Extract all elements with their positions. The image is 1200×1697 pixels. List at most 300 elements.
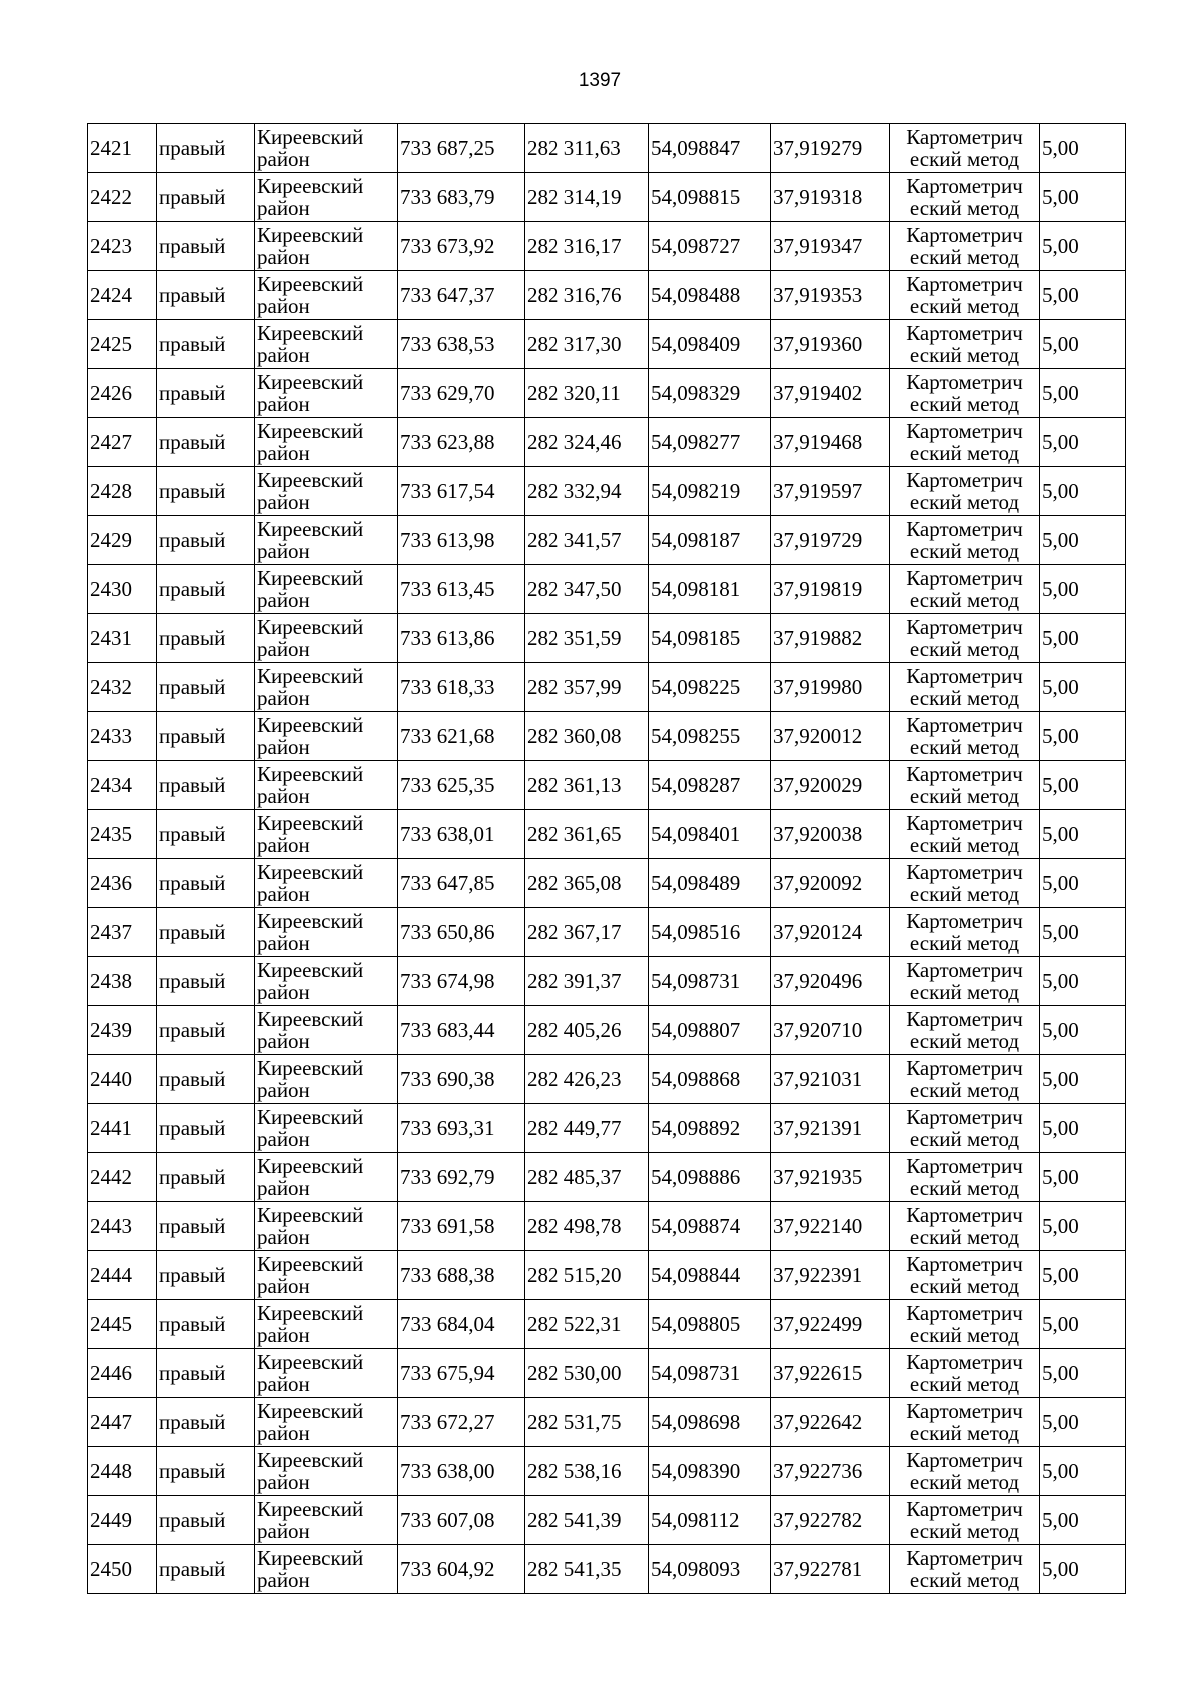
point-number-cell: 2442 — [88, 1153, 157, 1202]
point-number-cell: 2435 — [88, 810, 157, 859]
x-coordinate-cell: 733 621,68 — [398, 712, 525, 761]
district-line-2: район — [257, 784, 310, 808]
point-number-cell: 2431 — [88, 614, 157, 663]
x-coordinate-cell: 733 647,37 — [398, 271, 525, 320]
method-line-2: еский метод — [909, 147, 1020, 171]
latitude-cell: 54,098807 — [649, 1006, 771, 1055]
point-number-cell: 2422 — [88, 173, 157, 222]
bank-side-cell: правый — [157, 761, 255, 810]
bank-side-cell: правый — [157, 1300, 255, 1349]
y-coordinate-cell: 282 347,50 — [525, 565, 649, 614]
method-cell — [890, 565, 1040, 614]
method-cell — [890, 516, 1040, 565]
point-number-cell: 2423 — [88, 222, 157, 271]
district-line-2: район — [257, 588, 310, 612]
table-row — [88, 1104, 1126, 1153]
longitude-cell: 37,919347 — [771, 222, 890, 271]
method-line-1: Картометрич — [906, 1301, 1023, 1325]
longitude-cell: 37,919402 — [771, 369, 890, 418]
x-coordinate-cell: 733 684,04 — [398, 1300, 525, 1349]
method-line-1: Картометрич — [906, 909, 1023, 933]
bank-side-cell: правый — [157, 614, 255, 663]
method-line-1: Картометрич — [906, 321, 1023, 345]
latitude-cell: 54,098112 — [649, 1496, 771, 1545]
method-cell — [890, 1202, 1040, 1251]
method-line-2: еский метод — [909, 637, 1020, 661]
accuracy-cell: 5,00 — [1040, 663, 1126, 712]
bank-side-cell: правый — [157, 271, 255, 320]
bank-side-cell: правый — [157, 1006, 255, 1055]
accuracy-cell: 5,00 — [1040, 467, 1126, 516]
y-coordinate-cell: 282 365,08 — [525, 859, 649, 908]
latitude-cell: 54,098219 — [649, 467, 771, 516]
district-line-1: Киреевский — [257, 1399, 364, 1423]
bank-side-cell: правый — [157, 663, 255, 712]
district-line-2: район — [257, 686, 310, 710]
y-coordinate-cell: 282 515,20 — [525, 1251, 649, 1300]
x-coordinate-cell: 733 625,35 — [398, 761, 525, 810]
method-cell — [890, 1447, 1040, 1496]
method-cell — [890, 124, 1040, 173]
longitude-cell: 37,919980 — [771, 663, 890, 712]
district-cell — [255, 418, 398, 467]
district-line-2: район — [257, 1225, 310, 1249]
district-line-1: Киреевский — [257, 174, 364, 198]
latitude-cell: 54,098093 — [649, 1545, 771, 1594]
latitude-cell: 54,098185 — [649, 614, 771, 663]
district-line-2: район — [257, 1078, 310, 1102]
district-line-2: район — [257, 1568, 310, 1592]
district-line-1: Киреевский — [257, 1546, 364, 1570]
x-coordinate-cell: 733 617,54 — [398, 467, 525, 516]
district-cell — [255, 810, 398, 859]
district-line-1: Киреевский — [257, 566, 364, 590]
method-line-2: еский метод — [909, 1225, 1020, 1249]
table-row — [88, 222, 1126, 271]
district-line-2: район — [257, 1470, 310, 1494]
district-line-2: район — [257, 245, 310, 269]
method-line-2: еский метод — [909, 441, 1020, 465]
district-cell — [255, 1153, 398, 1202]
longitude-cell: 37,922782 — [771, 1496, 890, 1545]
accuracy-cell: 5,00 — [1040, 173, 1126, 222]
method-cell — [890, 1496, 1040, 1545]
district-line-2: район — [257, 1176, 310, 1200]
method-line-1: Картометрич — [906, 664, 1023, 688]
y-coordinate-cell: 282 357,99 — [525, 663, 649, 712]
longitude-cell: 37,922781 — [771, 1545, 890, 1594]
district-cell — [255, 614, 398, 663]
x-coordinate-cell: 733 690,38 — [398, 1055, 525, 1104]
bank-side-cell: правый — [157, 467, 255, 516]
latitude-cell: 54,098181 — [649, 565, 771, 614]
method-line-1: Картометрич — [906, 1399, 1023, 1423]
latitude-cell: 54,098847 — [649, 124, 771, 173]
method-line-1: Картометрич — [906, 468, 1023, 492]
bank-side-cell: правый — [157, 1055, 255, 1104]
method-cell — [890, 663, 1040, 712]
district-line-1: Киреевский — [257, 321, 364, 345]
latitude-cell: 54,098815 — [649, 173, 771, 222]
point-number-cell: 2425 — [88, 320, 157, 369]
method-line-1: Картометрич — [906, 811, 1023, 835]
accuracy-cell: 5,00 — [1040, 859, 1126, 908]
bank-side-cell: правый — [157, 957, 255, 1006]
y-coordinate-cell: 282 316,17 — [525, 222, 649, 271]
district-line-2: район — [257, 196, 310, 220]
method-line-2: еский метод — [909, 1372, 1020, 1396]
district-line-2: район — [257, 833, 310, 857]
method-cell — [890, 320, 1040, 369]
coordinates-table — [87, 123, 1126, 1594]
accuracy-cell: 5,00 — [1040, 1055, 1126, 1104]
latitude-cell: 54,098886 — [649, 1153, 771, 1202]
bank-side-cell: правый — [157, 1496, 255, 1545]
district-line-2: район — [257, 931, 310, 955]
method-line-1: Картометрич — [906, 615, 1023, 639]
method-cell — [890, 467, 1040, 516]
table-row — [88, 712, 1126, 761]
method-cell — [890, 957, 1040, 1006]
bank-side-cell: правый — [157, 1349, 255, 1398]
method-line-2: еский метод — [909, 1274, 1020, 1298]
method-line-2: еский метод — [909, 882, 1020, 906]
y-coordinate-cell: 282 316,76 — [525, 271, 649, 320]
latitude-cell: 54,098277 — [649, 418, 771, 467]
method-cell — [890, 369, 1040, 418]
y-coordinate-cell: 282 360,08 — [525, 712, 649, 761]
method-line-2: еский метод — [909, 1176, 1020, 1200]
x-coordinate-cell: 733 629,70 — [398, 369, 525, 418]
district-line-2: район — [257, 1421, 310, 1445]
district-line-2: район — [257, 539, 310, 563]
longitude-cell: 37,920496 — [771, 957, 890, 1006]
district-line-1: Киреевский — [257, 1056, 364, 1080]
accuracy-cell: 5,00 — [1040, 810, 1126, 859]
longitude-cell: 37,919597 — [771, 467, 890, 516]
latitude-cell: 54,098187 — [649, 516, 771, 565]
point-number-cell: 2426 — [88, 369, 157, 418]
bank-side-cell: правый — [157, 810, 255, 859]
latitude-cell: 54,098488 — [649, 271, 771, 320]
district-line-2: район — [257, 735, 310, 759]
district-cell — [255, 124, 398, 173]
point-number-cell: 2433 — [88, 712, 157, 761]
x-coordinate-cell: 733 613,45 — [398, 565, 525, 614]
table-row — [88, 1398, 1126, 1447]
longitude-cell: 37,919318 — [771, 173, 890, 222]
method-line-2: еский метод — [909, 980, 1020, 1004]
table-row — [88, 1153, 1126, 1202]
bank-side-cell: правый — [157, 222, 255, 271]
accuracy-cell: 5,00 — [1040, 1006, 1126, 1055]
latitude-cell: 54,098698 — [649, 1398, 771, 1447]
x-coordinate-cell: 733 688,38 — [398, 1251, 525, 1300]
latitude-cell: 54,098409 — [649, 320, 771, 369]
y-coordinate-cell: 282 405,26 — [525, 1006, 649, 1055]
district-line-2: район — [257, 294, 310, 318]
bank-side-cell: правый — [157, 369, 255, 418]
method-line-1: Картометрич — [906, 1350, 1023, 1374]
district-line-2: район — [257, 343, 310, 367]
table-row — [88, 369, 1126, 418]
longitude-cell: 37,920710 — [771, 1006, 890, 1055]
district-line-2: район — [257, 1372, 310, 1396]
x-coordinate-cell: 733 618,33 — [398, 663, 525, 712]
district-cell — [255, 222, 398, 271]
method-line-1: Картометрич — [906, 125, 1023, 149]
longitude-cell: 37,919729 — [771, 516, 890, 565]
accuracy-cell: 5,00 — [1040, 1202, 1126, 1251]
district-cell — [255, 1202, 398, 1251]
method-cell — [890, 859, 1040, 908]
method-line-2: еский метод — [909, 1421, 1020, 1445]
table-row — [88, 124, 1126, 173]
latitude-cell: 54,098287 — [649, 761, 771, 810]
method-cell — [890, 1153, 1040, 1202]
district-cell — [255, 271, 398, 320]
accuracy-cell: 5,00 — [1040, 908, 1126, 957]
longitude-cell: 37,920124 — [771, 908, 890, 957]
method-line-2: еский метод — [909, 588, 1020, 612]
method-cell — [890, 222, 1040, 271]
table-row — [88, 957, 1126, 1006]
y-coordinate-cell: 282 341,57 — [525, 516, 649, 565]
method-line-1: Картометрич — [906, 860, 1023, 884]
point-number-cell: 2436 — [88, 859, 157, 908]
y-coordinate-cell: 282 538,16 — [525, 1447, 649, 1496]
x-coordinate-cell: 733 674,98 — [398, 957, 525, 1006]
district-cell — [255, 663, 398, 712]
method-line-2: еский метод — [909, 784, 1020, 808]
x-coordinate-cell: 733 673,92 — [398, 222, 525, 271]
accuracy-cell: 5,00 — [1040, 1104, 1126, 1153]
method-line-1: Картометрич — [906, 1252, 1023, 1276]
table-row — [88, 320, 1126, 369]
x-coordinate-cell: 733 691,58 — [398, 1202, 525, 1251]
bank-side-cell: правый — [157, 173, 255, 222]
district-line-2: район — [257, 1029, 310, 1053]
latitude-cell: 54,098731 — [649, 1349, 771, 1398]
table-row — [88, 1300, 1126, 1349]
point-number-cell: 2437 — [88, 908, 157, 957]
district-line-2: район — [257, 441, 310, 465]
method-line-1: Картометрич — [906, 958, 1023, 982]
point-number-cell: 2444 — [88, 1251, 157, 1300]
longitude-cell: 37,920038 — [771, 810, 890, 859]
longitude-cell: 37,919468 — [771, 418, 890, 467]
latitude-cell: 54,098225 — [649, 663, 771, 712]
district-cell — [255, 1545, 398, 1594]
district-cell — [255, 761, 398, 810]
district-line-2: район — [257, 490, 310, 514]
method-line-2: еский метод — [909, 392, 1020, 416]
district-cell — [255, 320, 398, 369]
district-line-1: Киреевский — [257, 272, 364, 296]
method-line-1: Картометрич — [906, 223, 1023, 247]
accuracy-cell: 5,00 — [1040, 1398, 1126, 1447]
accuracy-cell: 5,00 — [1040, 1496, 1126, 1545]
longitude-cell: 37,919360 — [771, 320, 890, 369]
method-cell — [890, 614, 1040, 663]
district-line-2: район — [257, 1323, 310, 1347]
district-line-1: Киреевский — [257, 1448, 364, 1472]
district-cell — [255, 467, 398, 516]
method-line-2: еский метод — [909, 735, 1020, 759]
point-number-cell: 2421 — [88, 124, 157, 173]
district-cell — [255, 1006, 398, 1055]
method-line-1: Картометрич — [906, 174, 1023, 198]
bank-side-cell: правый — [157, 516, 255, 565]
bank-side-cell: правый — [157, 320, 255, 369]
y-coordinate-cell: 282 367,17 — [525, 908, 649, 957]
latitude-cell: 54,098805 — [649, 1300, 771, 1349]
district-cell — [255, 369, 398, 418]
accuracy-cell: 5,00 — [1040, 124, 1126, 173]
district-cell — [255, 1349, 398, 1398]
method-line-1: Картометрич — [906, 272, 1023, 296]
latitude-cell: 54,098516 — [649, 908, 771, 957]
latitude-cell: 54,098255 — [649, 712, 771, 761]
y-coordinate-cell: 282 485,37 — [525, 1153, 649, 1202]
x-coordinate-cell: 733 693,31 — [398, 1104, 525, 1153]
district-cell — [255, 1300, 398, 1349]
method-cell — [890, 1545, 1040, 1594]
method-line-2: еский метод — [909, 833, 1020, 857]
bank-side-cell: правый — [157, 1398, 255, 1447]
method-cell — [890, 1300, 1040, 1349]
latitude-cell: 54,098868 — [649, 1055, 771, 1104]
longitude-cell: 37,919353 — [771, 271, 890, 320]
method-line-2: еский метод — [909, 490, 1020, 514]
district-cell — [255, 173, 398, 222]
method-cell — [890, 712, 1040, 761]
longitude-cell: 37,921031 — [771, 1055, 890, 1104]
district-line-1: Киреевский — [257, 1154, 364, 1178]
point-number-cell: 2446 — [88, 1349, 157, 1398]
longitude-cell: 37,919279 — [771, 124, 890, 173]
accuracy-cell: 5,00 — [1040, 271, 1126, 320]
method-line-1: Картометрич — [906, 1105, 1023, 1129]
page-number: 1397 — [578, 70, 622, 91]
longitude-cell: 37,922642 — [771, 1398, 890, 1447]
y-coordinate-cell: 282 317,30 — [525, 320, 649, 369]
district-line-1: Киреевский — [257, 468, 364, 492]
accuracy-cell: 5,00 — [1040, 761, 1126, 810]
bank-side-cell: правый — [157, 712, 255, 761]
x-coordinate-cell: 733 613,98 — [398, 516, 525, 565]
method-line-2: еский метод — [909, 1568, 1020, 1592]
y-coordinate-cell: 282 426,23 — [525, 1055, 649, 1104]
district-line-1: Киреевский — [257, 1350, 364, 1374]
method-line-1: Картометрич — [906, 1203, 1023, 1227]
method-line-1: Картометрич — [906, 1546, 1023, 1570]
table-row — [88, 1006, 1126, 1055]
point-number-cell: 2438 — [88, 957, 157, 1006]
method-cell — [890, 810, 1040, 859]
y-coordinate-cell: 282 531,75 — [525, 1398, 649, 1447]
method-cell — [890, 1104, 1040, 1153]
method-cell — [890, 418, 1040, 467]
table-row — [88, 663, 1126, 712]
method-line-1: Картометрич — [906, 762, 1023, 786]
bank-side-cell: правый — [157, 859, 255, 908]
y-coordinate-cell: 282 320,11 — [525, 369, 649, 418]
table-body — [88, 124, 1126, 1594]
district-line-1: Киреевский — [257, 811, 364, 835]
district-line-1: Киреевский — [257, 419, 364, 443]
bank-side-cell: правый — [157, 1153, 255, 1202]
accuracy-cell: 5,00 — [1040, 565, 1126, 614]
district-line-2: район — [257, 392, 310, 416]
method-line-1: Картометрич — [906, 713, 1023, 737]
table-row — [88, 467, 1126, 516]
district-line-2: район — [257, 1127, 310, 1151]
x-coordinate-cell: 733 687,25 — [398, 124, 525, 173]
district-line-1: Киреевский — [257, 1301, 364, 1325]
point-number-cell: 2443 — [88, 1202, 157, 1251]
point-number-cell: 2432 — [88, 663, 157, 712]
method-line-2: еский метод — [909, 539, 1020, 563]
point-number-cell: 2447 — [88, 1398, 157, 1447]
district-line-1: Киреевский — [257, 517, 364, 541]
point-number-cell: 2429 — [88, 516, 157, 565]
district-line-2: район — [257, 147, 310, 171]
method-cell — [890, 761, 1040, 810]
point-number-cell: 2434 — [88, 761, 157, 810]
bank-side-cell: правый — [157, 418, 255, 467]
district-cell — [255, 859, 398, 908]
accuracy-cell: 5,00 — [1040, 1251, 1126, 1300]
district-line-1: Киреевский — [257, 370, 364, 394]
method-cell — [890, 173, 1040, 222]
x-coordinate-cell: 733 623,88 — [398, 418, 525, 467]
x-coordinate-cell: 733 650,86 — [398, 908, 525, 957]
x-coordinate-cell: 733 683,44 — [398, 1006, 525, 1055]
point-number-cell: 2448 — [88, 1447, 157, 1496]
point-number-cell: 2424 — [88, 271, 157, 320]
method-line-1: Картометрич — [906, 1448, 1023, 1472]
district-cell — [255, 565, 398, 614]
district-line-2: район — [257, 1519, 310, 1543]
table-row — [88, 810, 1126, 859]
y-coordinate-cell: 282 314,19 — [525, 173, 649, 222]
method-cell — [890, 1251, 1040, 1300]
table-row — [88, 1496, 1126, 1545]
x-coordinate-cell: 733 675,94 — [398, 1349, 525, 1398]
district-line-1: Киреевский — [257, 1497, 364, 1521]
table-row — [88, 761, 1126, 810]
x-coordinate-cell: 733 604,92 — [398, 1545, 525, 1594]
accuracy-cell: 5,00 — [1040, 1447, 1126, 1496]
latitude-cell: 54,098489 — [649, 859, 771, 908]
method-line-2: еский метод — [909, 196, 1020, 220]
district-line-1: Киреевский — [257, 958, 364, 982]
method-line-1: Картометрич — [906, 1056, 1023, 1080]
district-line-1: Киреевский — [257, 664, 364, 688]
method-cell — [890, 271, 1040, 320]
latitude-cell: 54,098844 — [649, 1251, 771, 1300]
x-coordinate-cell: 733 607,08 — [398, 1496, 525, 1545]
accuracy-cell: 5,00 — [1040, 614, 1126, 663]
district-line-2: район — [257, 980, 310, 1004]
table-row — [88, 1202, 1126, 1251]
longitude-cell: 37,920012 — [771, 712, 890, 761]
accuracy-cell: 5,00 — [1040, 1300, 1126, 1349]
latitude-cell: 54,098401 — [649, 810, 771, 859]
district-line-1: Киреевский — [257, 762, 364, 786]
accuracy-cell: 5,00 — [1040, 1153, 1126, 1202]
